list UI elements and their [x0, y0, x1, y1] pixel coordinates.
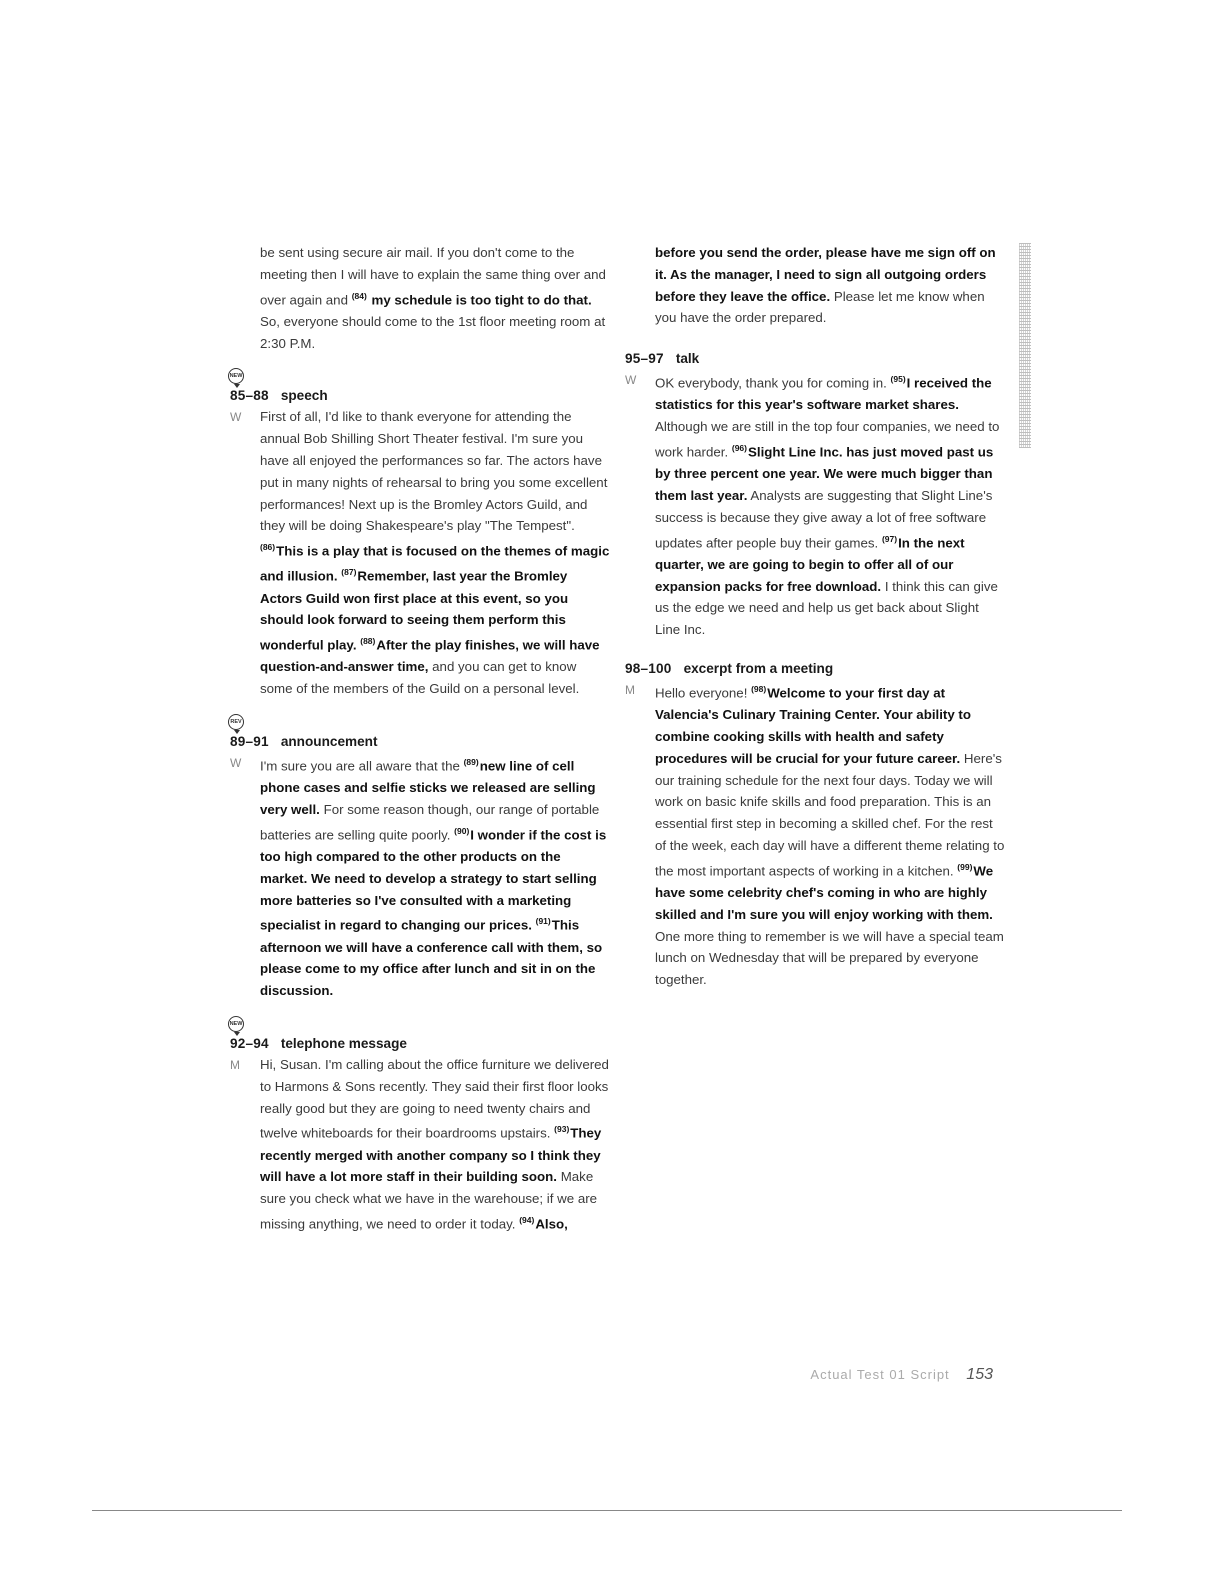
answer-95: I received the statistics for this year's software market shares.	[655, 375, 992, 413]
speaker-label: M	[230, 1058, 240, 1073]
ref-84: (84)	[351, 290, 367, 301]
section-title: speech	[280, 388, 328, 404]
answer-94: Also,	[535, 1216, 568, 1232]
section-title: excerpt from a meeting	[683, 661, 834, 677]
bottom-rule	[92, 1510, 1122, 1511]
section-title: telephone message	[280, 1036, 407, 1052]
speaker-label: M	[625, 683, 635, 698]
answer-88: After the play finishes, we will have question-and-answer time,	[260, 637, 600, 675]
section-number: 95–97	[625, 351, 664, 367]
answer-93: They recently merged with another company so I think they will have a lot more staff in their building soon.	[260, 1125, 602, 1185]
footer-label: Actual Test 01 Script	[810, 1367, 950, 1382]
section-92-94	[230, 1034, 610, 1235]
section-number: 98–100	[625, 661, 672, 677]
new-badge-icon: NEW	[228, 368, 244, 384]
answer-91: This afternoon we will have a conference call with them, so please come to my office after lunch and sit in on the discussion.	[260, 917, 603, 999]
section-header	[625, 349, 1005, 369]
script-text: Hi, Susan. I'm calling about the office furniture we delivered to Harmons & Sons recently. They said their first floor looks really good but they are going to need twenty chairs and twelve whiteboards for their boardrooms upstairs. $^{(93)}$They recently merged with another company so I think they will have a lot more staff in their building soon. Make sure you check what we have in the warehouse; if we are missing anything, we need to order it today. $^{(94)}$Also,	[260, 1057, 609, 1232]
continued-passage-right	[625, 242, 1005, 329]
rev-badge-icon: REV	[228, 714, 244, 730]
answer-98: Welcome to your first day at Valencia's Culinary Training Center. Your ability to combine cooking skills with health and safety procedures will be crucial for your future career.	[655, 685, 971, 766]
section-title: talk	[675, 351, 700, 367]
section-header	[230, 386, 610, 406]
page-footer	[810, 1366, 993, 1384]
answer-97: In the next quarter, we are going to begin to offer all of our expansion packs for free download.	[655, 535, 965, 594]
answer-99: We have some celebrity chef's coming in who are highly skilled and I'm sure you will enjoy working with them.	[655, 863, 994, 922]
script-text: Hello everyone! $^{(98)}$Welcome to your first day at Valencia's Culinary Training Center. Your ability to combine cooking skills with health and safety procedures will be crucial for your future career. Here's our training schedule for the next four days. Today we will work on basic knife skills and food preparation. This is an essential first step in becoming a skilled chef. For the rest of the week, each day will have a different theme relating to the most important aspects of working in a kitchen. $^{(99)}$We have some celebrity chef's coming in who are highly skilled and I'm sure you will enjoy working with them. One more thing to remember is we will have a special team lunch on Wednesday that will be prepared by everyone together.	[655, 684, 1005, 988]
answer-96: Slight Line Inc. has just moved past us by three percent one year. We were much bigger than them last year.	[655, 444, 994, 504]
speaker-label: W	[625, 373, 637, 388]
continued-text: be sent using secure air mail. If you don't come to the meeting then I will have to explain the same thing over and over again and	[260, 245, 606, 308]
section-number: 89–91	[230, 734, 269, 750]
continued-tail: Please let me know when you have the order prepared.	[655, 288, 985, 326]
answer-86: This is a play that is focused on the themes of magic and illusion.	[260, 543, 610, 584]
section-number: 85–88	[230, 388, 269, 404]
answer-89: new line of cell phone cases and selfie sticks we released are selling very well.	[260, 758, 596, 818]
side-strip-texture	[1019, 243, 1031, 448]
section-98-100	[625, 659, 1005, 991]
speaker-label: W	[230, 410, 242, 425]
script-text: First of all, I'd like to thank everyone for attending the annual Bob Shilling Short Theater festival. I'm sure you have all enjoyed the performances so far. The actors have put in many nights of rehearsal to bring you some excellent performances! Next up is the Bromley Actors Guild, and they will be doing Shakespeare's play "The Tempest". $^{(86)}$This is a play that is focused on the themes of magic and illusion. $^{(87)}$Remember, last year the Bromley Actors Guild won first place at this event, so you should look forward to seeing them perform this wonderful play. $^{(88)}$After the play finishes, we will have question-and-answer time, and you can get to know some of the members of the Guild on a personal level.	[260, 409, 610, 697]
speaker-label: W	[230, 756, 242, 771]
left-column	[230, 242, 610, 1245]
right-column	[625, 242, 1005, 1001]
answer-94-continued: before you send the order, please have me sign off on it. As the manager, I need to sign all outgoing orders before they leave the office.	[655, 245, 996, 304]
section-85-88	[230, 386, 610, 700]
section-95-97	[625, 349, 1005, 641]
page-number: 153	[966, 1366, 993, 1383]
new-badge-icon: NEW	[228, 1016, 244, 1032]
section-89-91	[230, 732, 610, 1002]
continued-passage-left	[230, 242, 610, 354]
section-header	[230, 732, 610, 752]
section-header	[230, 1034, 610, 1054]
section-number: 92–94	[230, 1036, 269, 1052]
answer-87: Remember, last year the Bromley Actors Guild won first place at this event, so you should look forward to seeing them perform this wonderful play.	[260, 568, 569, 653]
continued-tail: So, everyone should come to the 1st floor meeting room at 2:30 P.M.	[260, 313, 606, 351]
script-text: I'm sure you are all aware that the $^{(89)}$new line of cell phone cases and selfie sticks we released are selling very well. For some reason though, our range of portable batteries are selling quite poorly. $^{(90)}$I wonder if the cost is too high compared to the other products on the market. We need to develop a strategy to start selling more batteries so I've consulted with a marketing specialist in regard to changing our prices. $^{(91)}$This afternoon we will have a conference call with them, so please come to my office after lunch and sit in on the discussion.	[260, 757, 607, 999]
answer-90: I wonder if the cost is too high compared to the other products on the market. We need to develop a strategy to start selling more batteries so I've consulted with a marketing specialist in regard to changing our prices.	[260, 827, 607, 933]
section-title: announcement	[280, 734, 378, 750]
script-text: OK everybody, thank you for coming in. $^{(95)}$I received the statistics for this year's software market shares. Although we are still in the top four companies, we need to work harder. $^{(96)}$Slight Line Inc. has just moved past us by three percent one year. We were much bigger than them last year. Analysts are suggesting that Slight Line's success is because they give away a lot of free software updates after people buy their games. $^{(97)}$In the next quarter, we are going to begin to offer all of our expansion packs for free download. I think this can give us the edge we need and help us get back about Slight Line Inc.	[655, 374, 1000, 638]
answer-84: my schedule is too tight to do that.	[371, 292, 592, 308]
section-header	[625, 659, 1005, 679]
